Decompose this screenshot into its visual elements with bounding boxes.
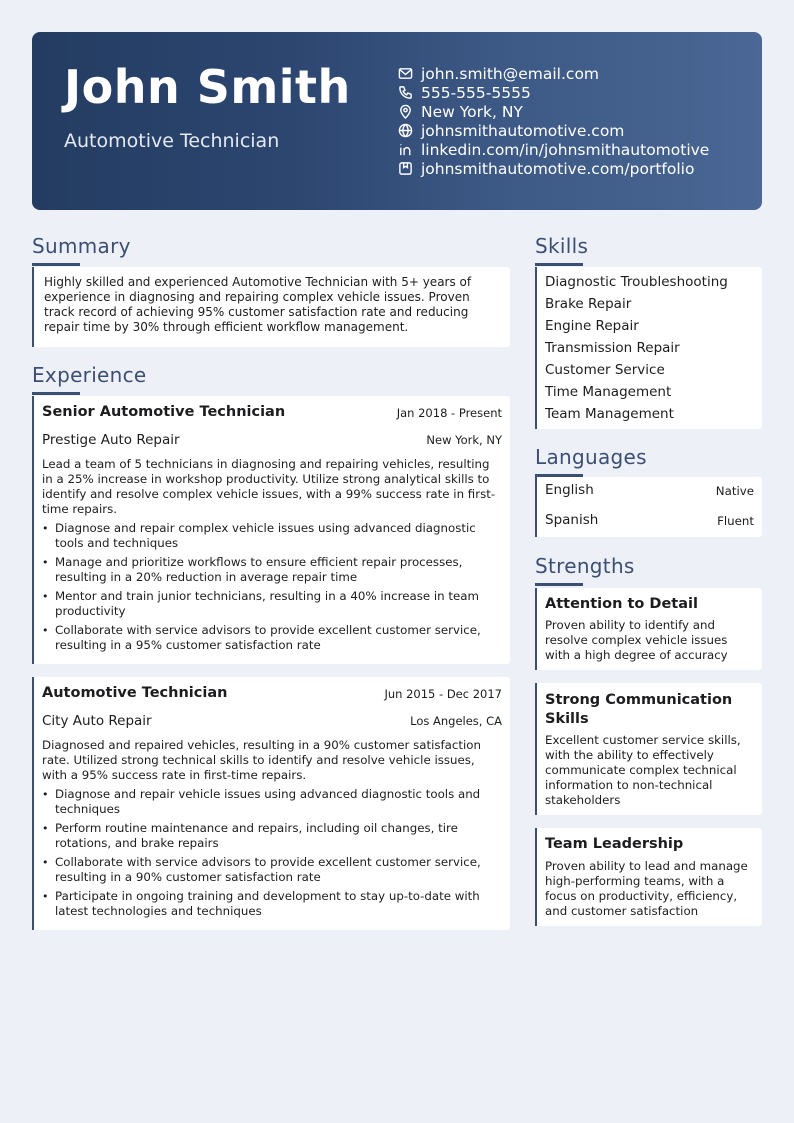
- language-name: English: [545, 482, 594, 498]
- job-company: City Auto Repair: [42, 713, 152, 729]
- contact-phone[interactable]: [397, 83, 709, 102]
- contact-location: [397, 102, 709, 121]
- contact-phone-text: 555-555-5555: [421, 83, 531, 102]
- skills-card: [535, 267, 762, 429]
- job-title: Senior Automotive Technician: [42, 404, 286, 420]
- contact-email-text: john.smith@email.com: [421, 64, 600, 83]
- strength-item: [535, 588, 762, 670]
- job-company: Prestige Auto Repair: [42, 432, 180, 448]
- contact-linkedin-text: linkedin.com/in/johnsmithautomotive: [421, 140, 710, 159]
- strength-item: [535, 828, 762, 926]
- summary-heading: Summary: [32, 234, 131, 258]
- portfolio-icon: [397, 161, 413, 177]
- job-dates: Jan 2018 - Present: [396, 406, 502, 420]
- contact-list: [397, 64, 709, 178]
- skill-item: Time Management: [545, 384, 672, 400]
- strengths-heading: Strengths: [535, 554, 635, 578]
- contact-email[interactable]: [397, 64, 709, 83]
- job-bullet-list: [42, 521, 496, 657]
- job-bullet: • Participate in ongoing training and development to stay up-to-date with latest technologies and techniques: [42, 889, 496, 919]
- summary-card: [32, 267, 510, 347]
- job-bullet: • Diagnose and repair complex vehicle issues using advanced diagnostic tools and techniques: [42, 521, 496, 551]
- job-bullet: • Diagnose and repair vehicle issues using advanced diagnostic tools and techniques: [42, 787, 496, 817]
- strength-description: Proven ability to identify and resolve complex vehicle issues with a high degree of accuracy: [545, 618, 728, 662]
- skill-item: Diagnostic Troubleshooting: [545, 274, 728, 290]
- skill-item: Transmission Repair: [545, 340, 680, 356]
- strength-title: Attention to Detail: [545, 596, 698, 612]
- phone-icon: [397, 85, 413, 101]
- skill-item: Engine Repair: [545, 318, 639, 334]
- language-level: Fluent: [717, 514, 754, 528]
- candidate-name: John Smith: [64, 60, 351, 114]
- strength-item: [535, 683, 762, 815]
- contact-portfolio-text: johnsmithautomotive.com/portfolio: [421, 159, 695, 178]
- job-location: Los Angeles, CA: [410, 714, 502, 728]
- job-bullet-list: [42, 787, 496, 923]
- contact-website-text: johnsmithautomotive.com: [421, 121, 625, 140]
- experience-item: [32, 677, 510, 930]
- job-bullet: • Collaborate with service advisors to provide excellent customer service, resulting in a 95% customer satisfaction rate: [42, 623, 496, 653]
- strength-title: Team Leadership: [545, 836, 684, 852]
- contact-linkedin[interactable]: [397, 140, 709, 159]
- language-item: [537, 507, 762, 537]
- summary-text: Highly skilled and experienced Automotive Technician with 5+ years of experience in diagnosing and repairing complex vehicle issues. Proven track record of achieving 95% customer satisfaction rate and reducing repair time by 30% through efficient workflow management.: [44, 275, 472, 334]
- job-bullet: • Perform routine maintenance and repairs, including oil changes, tire rotations, and brake repairs: [42, 821, 496, 851]
- job-title: Automotive Technician: [42, 685, 228, 701]
- job-dates: Jun 2015 - Dec 2017: [384, 687, 502, 701]
- skills-list: [537, 267, 762, 429]
- skill-item: Customer Service: [545, 362, 665, 378]
- language-item: [537, 477, 762, 507]
- strength-description: Excellent customer service skills, with the ability to effectively communicate complex technical information to non-technical stakeholders: [545, 733, 741, 807]
- language-name: Spanish: [545, 512, 599, 528]
- job-bullet: • Manage and prioritize workflows to ensure efficient repair processes, resulting in a 20% reduction in average repair time: [42, 555, 496, 585]
- job-bullet: • Mentor and train junior technicians, resulting in a 40% increase in team productivity: [42, 589, 496, 619]
- experience-item: [32, 396, 510, 664]
- linkedin-icon: [397, 142, 413, 158]
- languages-card: [535, 477, 762, 537]
- skills-heading: Skills: [535, 234, 589, 258]
- email-icon: [397, 66, 413, 82]
- job-location: New York, NY: [426, 433, 502, 447]
- skill-item: Brake Repair: [545, 296, 632, 312]
- job-bullet: • Collaborate with service advisors to provide excellent customer service, resulting in a 90% customer satisfaction rate: [42, 855, 496, 885]
- contact-location-text: New York, NY: [421, 102, 523, 121]
- strength-description: Proven ability to lead and manage high-performing teams, with a focus on productivity, efficiency, and customer satisfaction: [545, 859, 748, 918]
- job-description: Diagnosed and repaired vehicles, resulting in a 90% customer satisfaction rate. Utilized strong technical skills to identify and resolve vehicle issues, with a 95% success rate in first-time repairs.: [42, 738, 481, 782]
- location-pin-icon: [397, 104, 413, 120]
- contact-portfolio[interactable]: [397, 159, 709, 178]
- languages-heading: Languages: [535, 445, 647, 469]
- skill-item: Team Management: [545, 406, 674, 422]
- language-level: Native: [715, 484, 754, 498]
- candidate-job-title: Automotive Technician: [64, 130, 280, 152]
- globe-icon: [397, 123, 413, 139]
- resume-header: [32, 32, 762, 210]
- strength-title: Strong Communication Skills: [545, 692, 733, 727]
- contact-website[interactable]: [397, 121, 709, 140]
- experience-heading: Experience: [32, 363, 147, 387]
- job-description: Lead a team of 5 technicians in diagnosing and repairing vehicles, resulting in a 25% increase in workshop productivity. Utilize strong analytical skills to identify and resolve complex vehicle issues, with a 99% success rate in first-time repairs.: [42, 457, 496, 516]
